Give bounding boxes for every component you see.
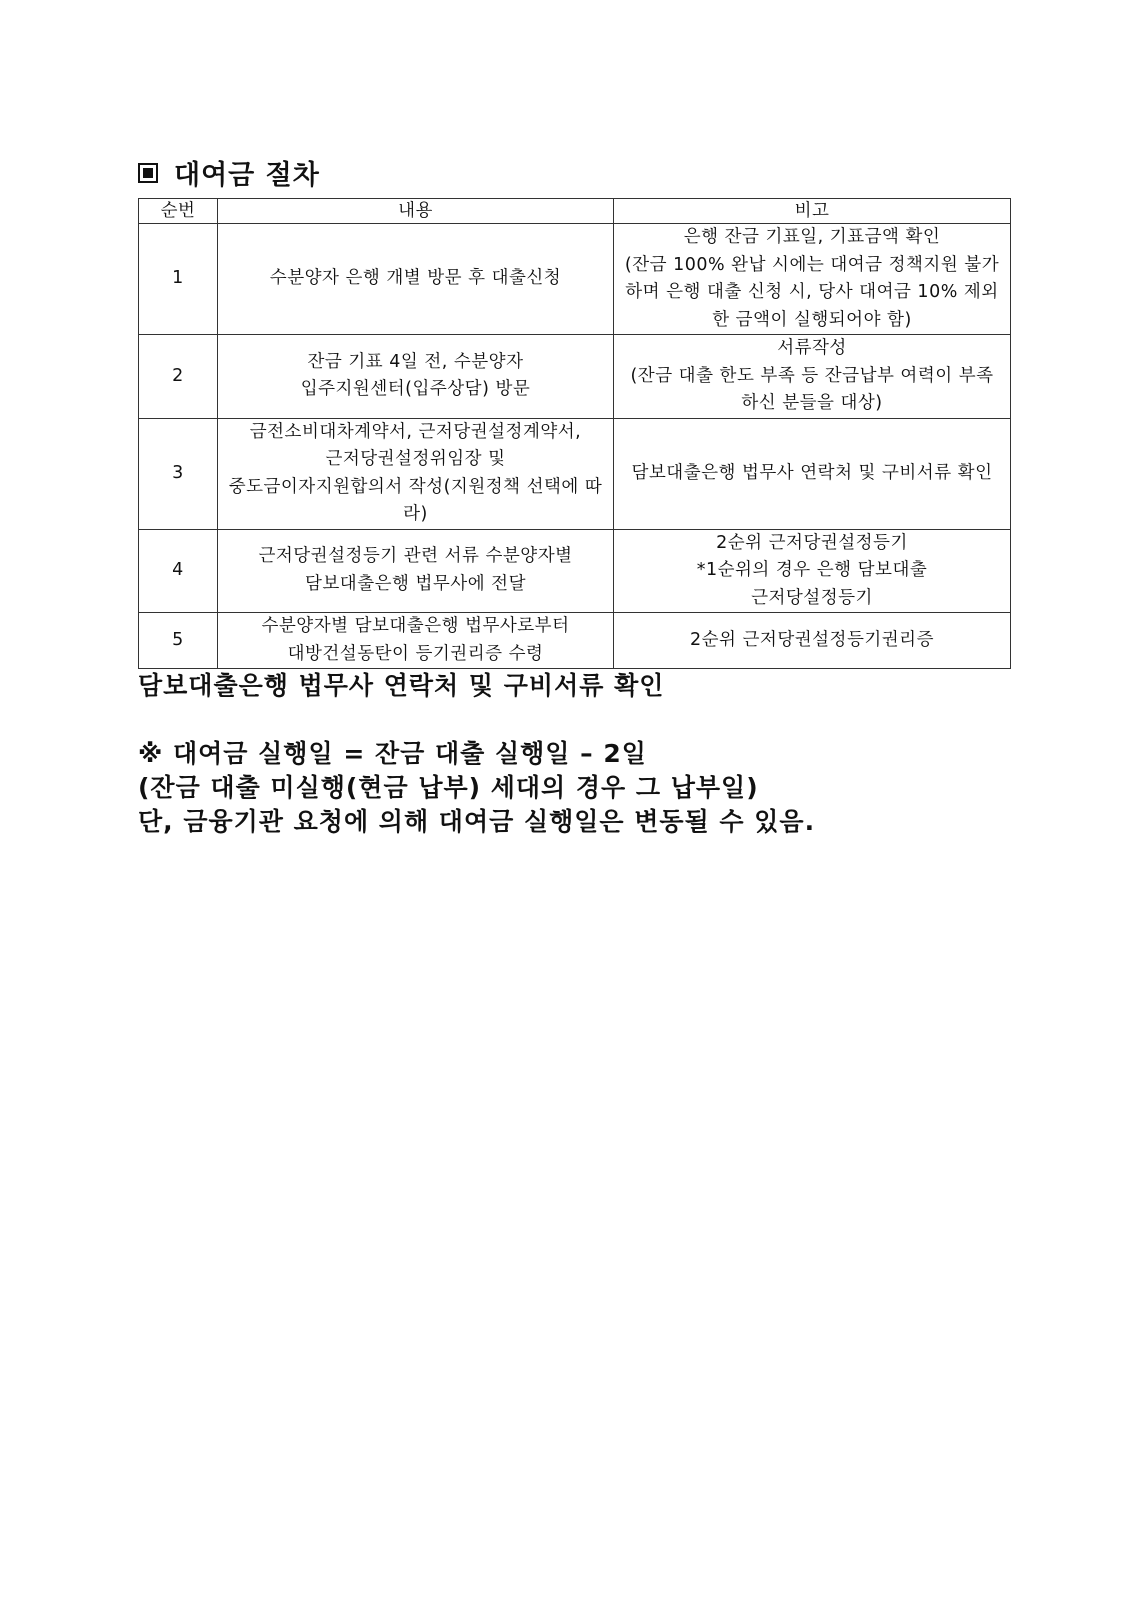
- square-bullet-icon: [138, 163, 158, 183]
- note-line-execution-date: ※ 대여금 실행일 = 잔금 대출 실행일 – 2일: [138, 739, 647, 768]
- step-content: 수분양자 은행 개별 방문 후 대출신청: [218, 224, 614, 335]
- step-note: 2순위 근저당권설정등기 *1순위의 경우 은행 담보대출 근저당설정등기: [614, 529, 1011, 613]
- step-note: 서류작성 (잔금 대출 한도 부족 등 잔금납부 여력이 부족하신 분들을 대상): [614, 335, 1011, 419]
- table-row: [139, 335, 1011, 419]
- table-row: [139, 224, 1011, 335]
- section-title: 대여금 절차: [174, 159, 320, 191]
- step-number: 1: [139, 224, 218, 335]
- note-line-cash-payment: (잔금 대출 미실행(현금 납부) 세대의 경우 그 납부일): [138, 773, 759, 802]
- step-note: 담보대출은행 법무사 연락처 및 구비서류 확인: [614, 418, 1011, 529]
- confirmation-line: 담보대출은행 법무사 연락처 및 구비서류 확인: [138, 671, 665, 700]
- step-note: 2순위 근저당권설정등기권리증: [614, 613, 1011, 669]
- table-row: [139, 418, 1011, 529]
- step-content: 수분양자별 담보대출은행 법무사로부터 대방건설동탄이 등기권리증 수령: [218, 613, 614, 669]
- note-line-change-notice: 단, 금융기관 요청에 의해 대여금 실행일은 변동될 수 있음.: [138, 807, 816, 836]
- step-number: 3: [139, 418, 218, 529]
- document-page: [138, 150, 1010, 839]
- procedure-table: [138, 198, 1011, 669]
- column-header-number: 순번: [139, 199, 218, 224]
- column-header-note: 비고: [614, 199, 1011, 224]
- table-row: [139, 529, 1011, 613]
- step-number: 4: [139, 529, 218, 613]
- section-heading: [138, 150, 1010, 194]
- notes-block: [138, 737, 1010, 839]
- table-row: [139, 613, 1011, 669]
- step-content: 잔금 기표 4일 전, 수분양자 입주지원센터(입주상담) 방문: [218, 335, 614, 419]
- step-number: 2: [139, 335, 218, 419]
- column-header-content: 내용: [218, 199, 614, 224]
- table-header-row: [139, 199, 1011, 224]
- step-content: 금전소비대차계약서, 근저당권설정계약서, 근저당권설정위임장 및 중도금이자지원합의서 작성(지원정책 선택에 따라): [218, 418, 614, 529]
- step-note: 은행 잔금 기표일, 기표금액 확인 (잔금 100% 완납 시에는 대여금 정책지원 불가하며 은행 대출 신청 시, 당사 대여금 10% 제외한 금액이 실행되어야 함): [614, 224, 1011, 335]
- step-content: 근저당권설정등기 관련 서류 수분양자별 담보대출은행 법무사에 전달: [218, 529, 614, 613]
- step-number: 5: [139, 613, 218, 669]
